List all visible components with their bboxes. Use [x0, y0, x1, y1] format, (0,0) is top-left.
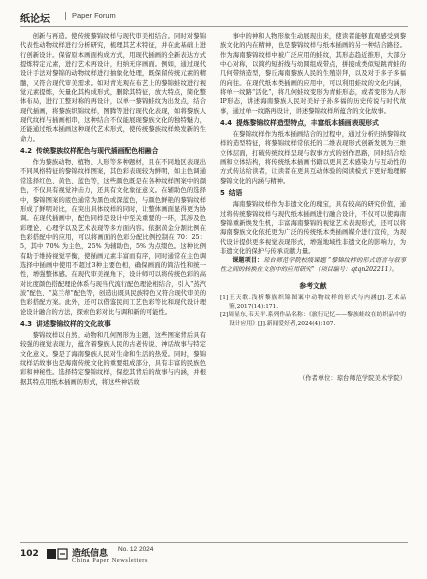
section-number: 5	[220, 189, 225, 198]
section-number: 4.2	[20, 147, 33, 156]
section-heading-text: 提炼黎锦纹样造型特点，丰富纸本插画表现形式	[236, 119, 379, 128]
reference-item: [1]王天歌.浅析黎族织锦图案中动物纹样的形式与内涵[J].艺术品鉴,2017(14):171.	[220, 294, 406, 310]
section-heading	[20, 319, 206, 329]
page-footer	[20, 542, 408, 567]
project-label: 课题项目：	[232, 257, 264, 265]
section-heading-text: 结语	[228, 189, 243, 198]
paragraph: 海南黎锦纹样作为非遗文化的瑰宝，具有较高的研究价值，通过将传统黎锦纹样与现代纸本插画进行融合设计，不仅可以使海南黎锦重新焕发生机，丰富海南黎锦的视觉艺术表现形式，还可以将海南黎族文化依托更为广泛的传统纸本类插画媒介进行宣传，为现代设计提供更多视觉表现形式，增强地域性非遗文化的影响力，为非遗文化的保护与传承贡献力量。	[220, 201, 406, 255]
section-heading-text: 讲述黎锦纹样的文化故事	[36, 319, 111, 328]
section-number: 4.4	[220, 119, 233, 128]
journal-logo-icon	[46, 547, 68, 561]
right-column	[220, 32, 406, 384]
author-affiliation: （作者单位：琼台师范学院美术学院）	[298, 375, 406, 383]
page-number: 102	[20, 549, 39, 559]
section-number: 4.3	[20, 319, 33, 328]
section-heading	[20, 146, 206, 156]
section-heading-text: 传统黎族纹样配色与现代插画配色相融合	[36, 147, 159, 156]
issue-number: No. 12 2024	[118, 546, 154, 553]
section-heading	[220, 188, 406, 198]
paragraph: 黎锦纹样以自然、动物和几何图形为主题，这些图案背后具有较强的视觉表现力，蕴含着黎族人民的古老传说、神话故事与特定文化意义。黎是了海南黎族人民对生命和生活的热爱。同时，黎锦纹样话故事也是海南传统文化的重要组成部分，具有丰富的民族色彩和神秘性。选择特定黎锦纹样，保挖其背后的故事与内涵，并根据其特点用纸本插画的形式，将这些神话故	[20, 331, 206, 386]
journal-name-en: China Paper Newsletters	[72, 557, 149, 564]
project-text: 琼台师范学院校级课题 “黎锦纹样的形式语言与叙事性之间的转换在文创中的应用研究”（项目编号：qtqn202211）。	[220, 257, 407, 274]
references-title: 参考文献	[299, 281, 327, 290]
project-note	[220, 256, 406, 274]
paragraph: 作为黎族动物、植物、人形等多种题材，且在不同地区表现出不同风格特征的黎锦纹样图案，其色彩表现较为鲜明，如主色调通常选择红色、黄色、蓝色等，这些颜色既是在各种纹样图案中的颜色，不仅具有视觉冲击力，还具有文化象征意义。在辅助色的选择中，黎锦图案的底色通常为黑色或深蓝色，与颜色鲜艳的黎锦纹样形成了鲜明对比，在突出具体纹样的同时，让整体画面显得更为协调。在现代插画中，配色同样是设计中至关重要的一环，其涉及色彩理论、心理学以及艺术表现等多方面内容。依据黄金分割比例在色彩搭配中的应用，可以将画面的色彩分配比例控制在 70：25：5，其中 70% 为主色，25% 为辅助色，5% 为点缀色。这种比例有助于维持视觉平衡，使插画元素丰富而有序，同时通常在主色调选择中插画中使用不超过3种主要色相，确保画面的简洁性和统一性，增强整体感。在现代审美视角下，设计师可以将传统色彩的高对比度颜色搭配理论体系与现当代流行配色理论相结合，引入“蒸汽波”配色、“莫兰蒂”配色等，创造出既具民族特色又符合现代审美的色彩搭配方案。此外，还可以借鉴民间工艺色彩等比和现代设计理论设计融合的方法，探索色彩对比与调和新的可能性。	[20, 159, 206, 316]
reference-item: [2]周显东,韦天平.系列作品名称：《旅行记忆——黎族蛙纹在纺织品中的设计应用》[J].新闻爱好者,2024(4):107.	[220, 312, 406, 327]
section-heading	[220, 118, 406, 128]
journal-name-cn: 造纸信息	[72, 549, 109, 559]
section-title-en: Paper Forum	[72, 11, 116, 20]
paragraph: 创新与再造。使传统黎锦纹样与现代审美相结合。同时对黎锦代表性动物纹样进行分析研究，梳理其艺术特征，并在此基础上进行创新设计。保留原本画面构成方式，用现代插画的全新表达方式提炼特定元素，进行艺术再设计，归纳无序画面。例如，通过现代设计手法对黎锦的动物纹样进行抽象化处理，既保留传统元素的精髓，又符合现代审美需求。如对青光观在布艺上的黎锦蛙纹进行视觉元素提炼，矢量化其构成形式，删除其特征，放大特点，简化整体布局，进行工整对称的再设计，以单一黎锦蛙纹为出发点，结合现代插画，将黎族织锦纹样，图腾等进行现代化表现，如将黎族人现代纹样与插画相串，这种结合不仅能展现黎族文化的独特魅力，还能通过纸本插画这种现代艺术形式，使传统黎族纹样焕发新的生命力。	[20, 33, 206, 143]
left-column	[20, 32, 206, 387]
paragraph: 事中的神和人物形象生动展现出来，使读者能够直观感受到黎族文化的内在精神，也是黎锦纹样与纸本插画的另一种结合路径。作为海南黎锦纹样中被广泛应用的蛙纹，其形态趋近推形，大部分中心对称，以简约短折线与幼圆组成带点，拼接成类似短跳青蛙的几何带纳造型，黎丘海南黎族人民的生殖崇拜，以及对于多子多福的向往。在现代纸本类插画的应用中，可以利用蛙纹的文化内涵，将单一纹路“活化”，将几何蛙纹变形为青蛙形态，或者变形为人形IP形态，讲述海南黎族人民对美好子孙多福的历史传说与时代故事，通过单一纹路再设计，讲述黎锦纹样所蕴含的文化故事。	[220, 33, 406, 115]
section-separator: |	[64, 11, 67, 20]
running-header	[20, 8, 408, 27]
section-title-cn: 纸论坛	[20, 14, 50, 25]
paragraph: 在黎锦纹样作为纸本插画结合的过程中，通过分析归纳黎锦纹样的造型特征，将黎锦纹样常依托的二维表现形式创新发展为三维立体层面，打破传统纹样呈现与叙事方式的创作思路，同时结合绘画和立体结构，将传统纸本插画书籍以更具艺术感染力与互动性的方式传达给读者，让读者在更具互动体验的阅读模式下更好地理解黎锦文化的内涵与精神。	[220, 131, 406, 185]
